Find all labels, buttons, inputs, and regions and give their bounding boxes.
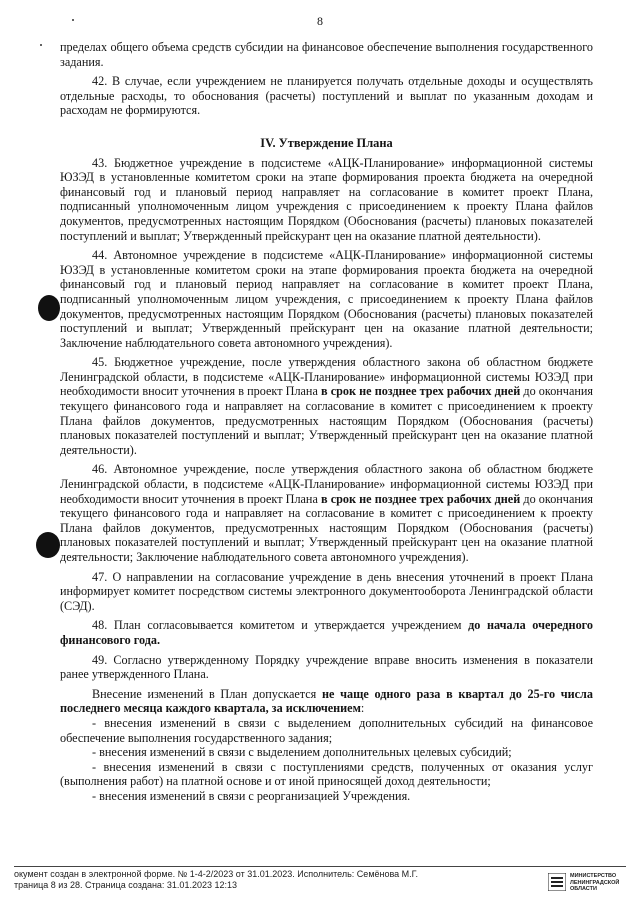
paragraph-changes	[60, 687, 593, 716]
paragraph-46	[60, 462, 593, 564]
footer-line-2: траница 8 из 28. Страница создана: 31.01.2023 12:13	[14, 880, 237, 890]
paragraph-47: 47. О направлении на согласование учреждение в день внесения уточнений в проект Плана информирует комитет посредством системы электронного документооборота Ленинградской области (СЭД).	[60, 569, 593, 613]
paragraph-48	[60, 618, 593, 647]
document-footer	[14, 869, 534, 891]
paragraph-43: 43. Бюджетное учреждение в подсистеме «АЦК-Планирование» информационной системы ЮЗЭД в установленные комитетом сроки на этапе формирования проекта бюджета на очередной финансовый год и плановый период направляет на согласование в комитет проект Плана, подписанный уполномоченным лицом учреждения с присоединением к проекту Плана файлов документов, предусмотренных настоящим Порядком (Обоснования (расчеты) плановых показателей поступлений и выплат; Утвержденный прейскурант цен на оказание платной деятельности).	[60, 155, 593, 243]
footer-divider	[14, 866, 626, 867]
paragraph-changes-bold: не чаще одного раза в квартал до 25-го числа последнего месяца каждого квартала, за исключением	[60, 686, 593, 716]
paragraph-44: 44. Автономное учреждение в подсистеме «АЦК-Планирование» информационной системы ЮЗЭД в установленные комитетом сроки на этапе формирования проекта бюджета на очередной финансовый год и плановый период направляет на согласование в комитет проект Плана, подписанный уполномоченным лицом учреждения, с присоединением к проекту Плана файлов документов, предусмотренных настоящим Порядком (Обоснования (расчеты) плановых показателей поступлений и выплат; Утвержденный прейскурант цен на оказание платной деятельности; Заключение наблюдательного совета автономного учреждения).	[60, 248, 593, 350]
footer-line-1: окумент создан в электронной форме. № 1-4-2/2023 от 31.01.2023. Исполнитель: Семёнова М.Г.	[14, 869, 418, 879]
paragraph-48-text: 48. План согласовывается комитетом и утверждается учреждением	[92, 618, 469, 633]
paragraph-46-bold: в срок не позднее трех рабочих дней	[321, 491, 521, 506]
page-number: 8	[317, 14, 323, 28]
logo-caption: МИНИСТЕРСТВО ЛЕНИНГРАДСКОЙ ОБЛАСТИ	[570, 873, 620, 892]
ministry-logo-icon	[548, 873, 566, 891]
paragraph-48-bold: до начала очередного финансового года.	[60, 618, 593, 647]
paragraph-continuation: пределах общего объема средств субсидии на финансовое обеспечение выполнения государственного задания.	[60, 40, 593, 69]
paragraph-changes-colon: :	[360, 701, 365, 716]
document-body	[60, 40, 593, 804]
paragraph-49: 49. Согласно утвержденному Порядку учреждение вправе вносить изменения в показатели ранее утвержденного Плана.	[60, 652, 593, 682]
paragraph-45-bold: в срок не позднее трех рабочих дней	[321, 384, 521, 399]
section-heading: IV. Утверждение Плана	[260, 135, 393, 150]
paragraph-45-text-end: до окончания текущего финансового года и направляет на согласование в комитет с присоединением к проекту Плана файлов документов, предусмотренных настоящим Порядком (Обоснования (расчеты) плановых показателей поступлений и выплат; Утвержденный прейскурант цен на оказание платной деятельности).	[60, 384, 593, 457]
list-item: - внесения изменений в связи с поступлениями средств, полученных от оказания услуг (выполнения работ) на платной основе и от иной приносящей доход деятельности;	[60, 759, 593, 789]
paragraph-42: 42. В случае, если учреждением не планируется получать отдельные доходы и осуществлять отдельные расходы, то обоснования (расчеты) поступлений и выплат по указанным доходам и расходам не формируются.	[60, 74, 593, 118]
punch-hole	[38, 295, 60, 321]
list-item: - внесения изменений в связи с выделением дополнительных целевых субсидий;	[92, 745, 512, 760]
punch-hole	[36, 532, 60, 558]
paragraph-changes-text: Внесение изменений в План допускается	[92, 686, 322, 701]
paragraph-46-text: 46. Автономное учреждение, после утверждения областного закона об областном бюджете Ленинградской области, в подсистеме «АЦК-Планирование» информационной системы ЮЗЭД при необходимости вносит уточнения в проект Плана	[60, 462, 593, 506]
paragraph-45-text: 45. Бюджетное учреждение, после утверждения областного закона об областном бюджете Ленинградской области, в подсистеме «АЦК-Планирование» информационной системы ЮЗЭД при необходимости вносит уточнения в проект Плана	[60, 355, 593, 399]
paragraph-45	[60, 355, 593, 457]
scan-speck	[40, 44, 42, 46]
list-item: - внесения изменений в связи с реорганизацией Учреждения.	[92, 788, 411, 803]
list-item: - внесения изменений в связи с выделением дополнительных субсидий на финансовое обеспечение выполнения государственного задания;	[60, 715, 593, 745]
paragraph-46-text-end: до окончания текущего финансового года и направляет на согласование в комитет с присоединением к проекту Плана файлов документов, предусмотренных настоящим Порядком (Обоснования (расчеты) плановых показателей поступлений и выплат; Утвержденный прейскурант цен на оказание платной деятельности; Заключение наблюдательного совета автономного учреждения).	[60, 491, 593, 564]
